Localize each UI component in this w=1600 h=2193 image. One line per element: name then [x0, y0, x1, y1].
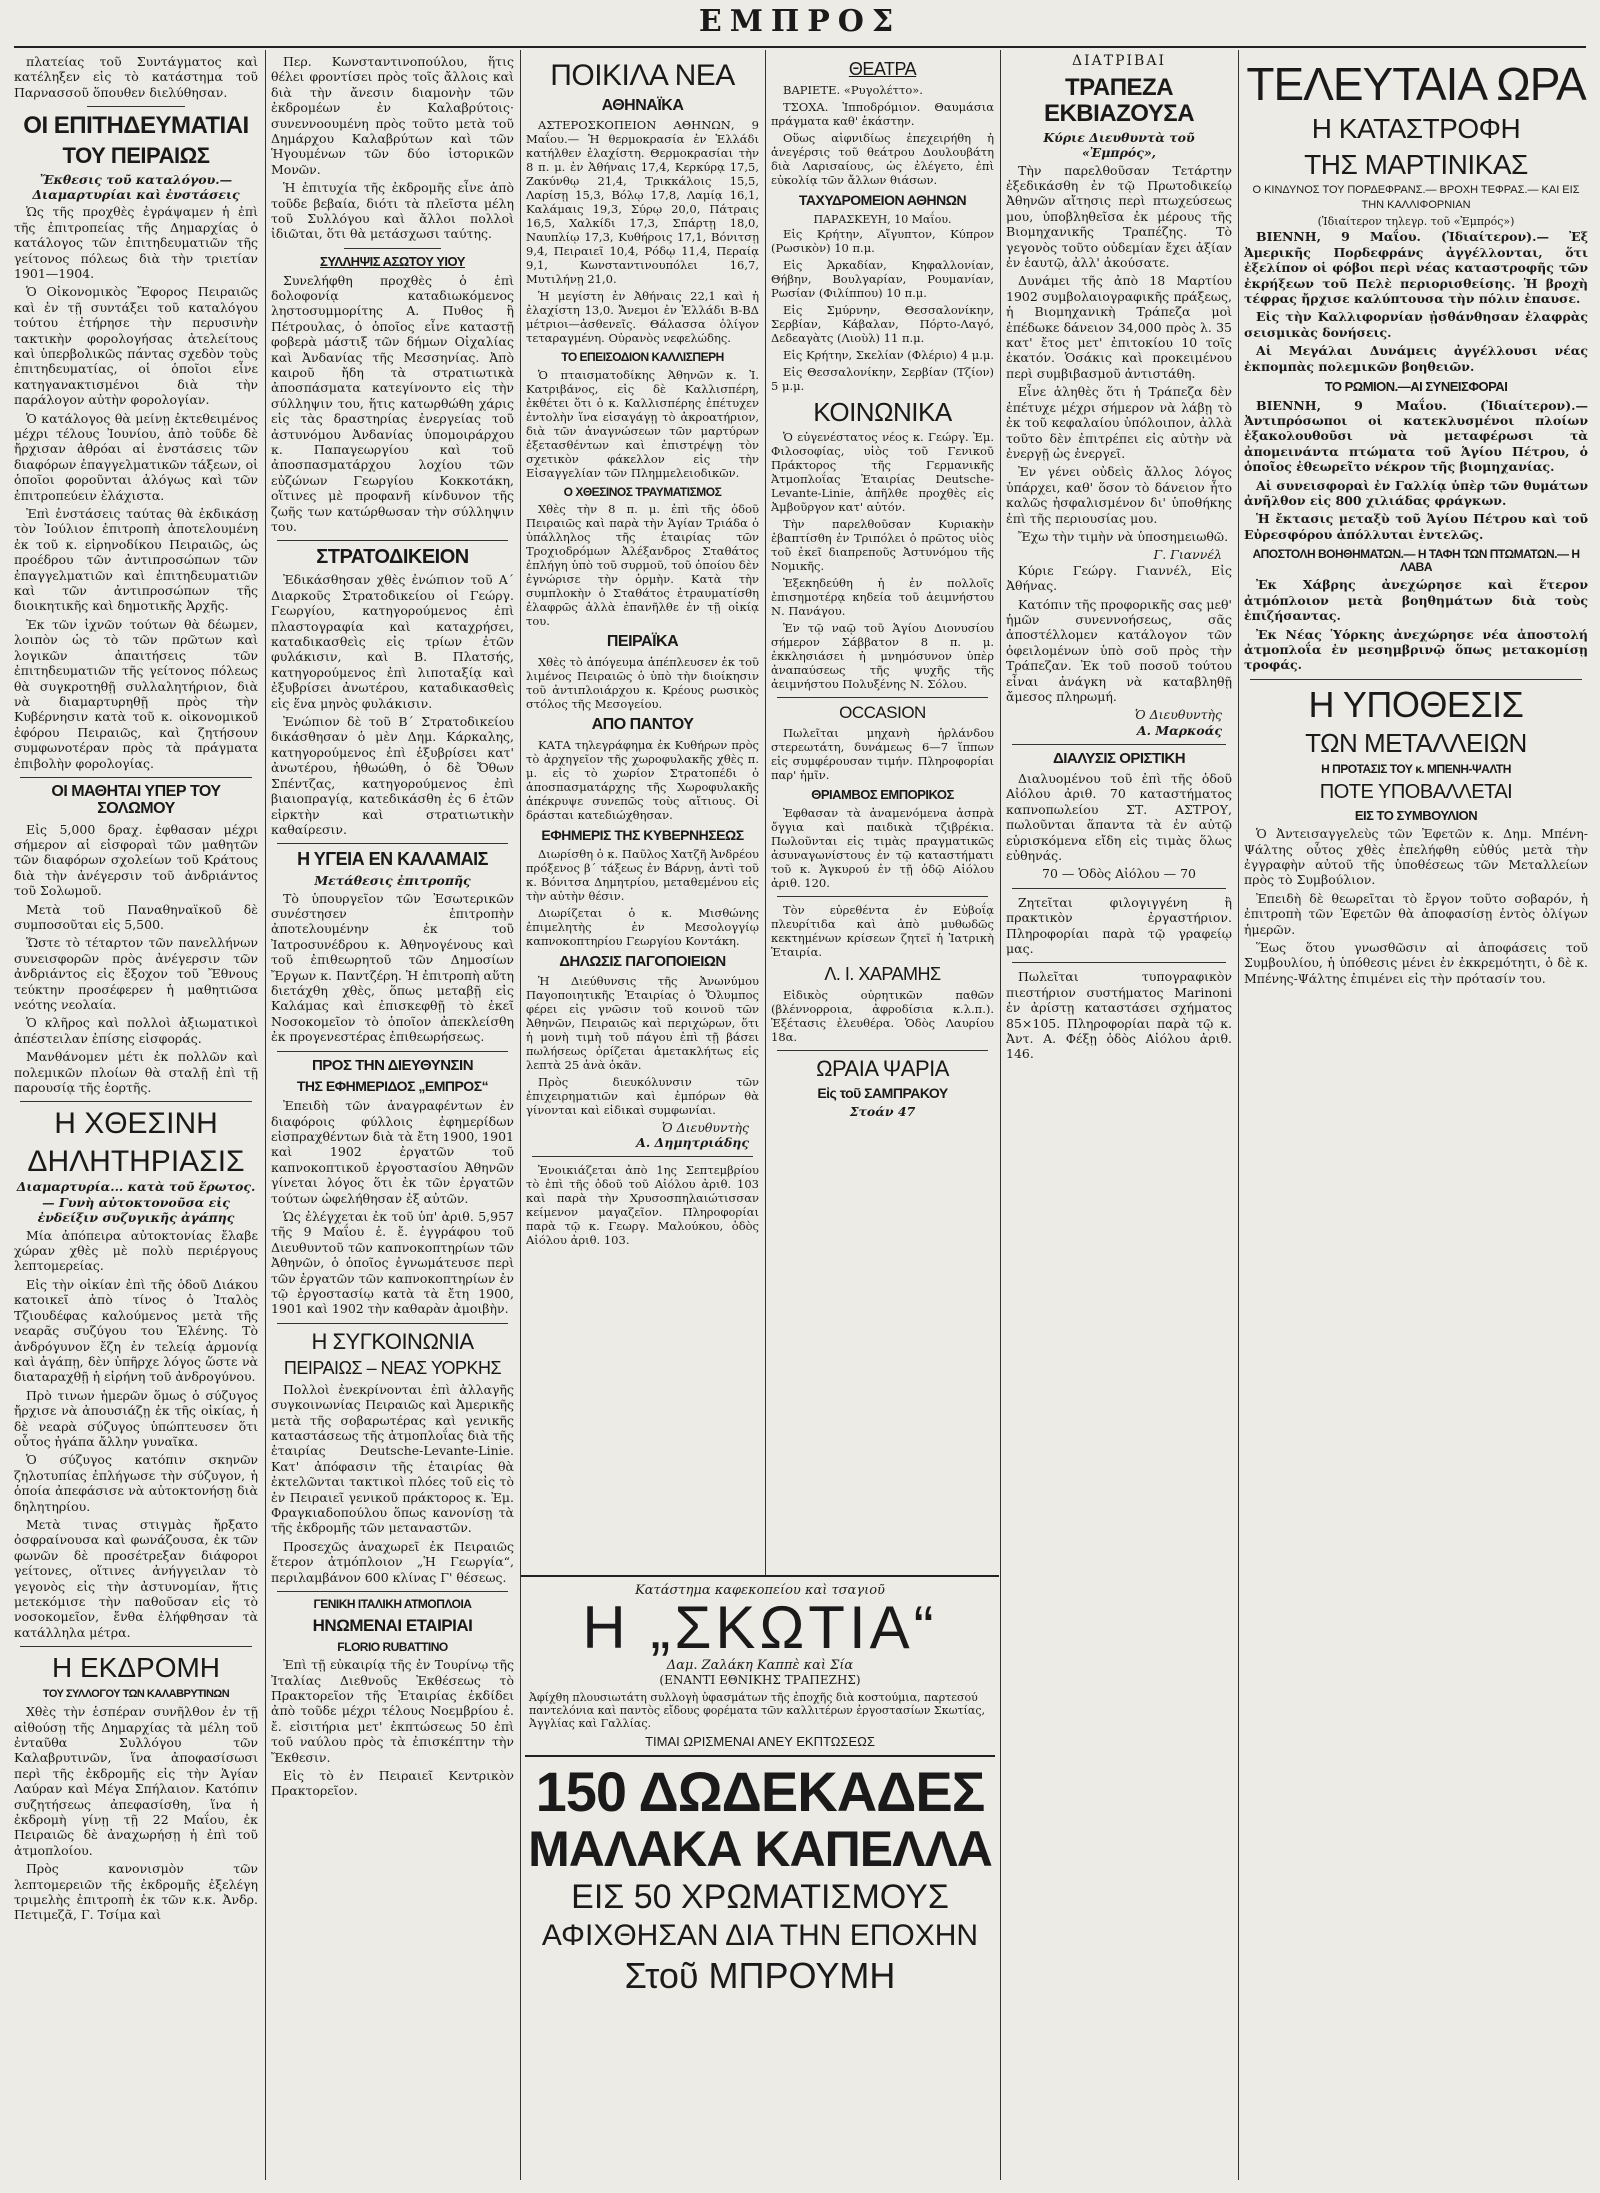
subheadline: Ἔκθεσις τοῦ καταλόγου.— Διαμαρτυρίαι καὶ ἐνστάσεις	[32, 171, 240, 202]
ad-title: Η „ΣΚΩΤΙΑ“	[582, 1594, 938, 1661]
article-text: Ἡ ἔκτασις μεταξὺ τοῦ Ἁγίου Πέτρου καὶ τοῦ Εὐρεσφόρου ἀπόλλυται ἐντελῶς.	[1244, 511, 1588, 542]
article-text: Ὁ εὐγενέστατος νέος κ. Γεώργ. Ἐμ. Φιλοσοφίας, υἱὸς τοῦ Γενικοῦ Πράκτορος τῆς Γερμανικῆς Ἀτμοπλοΐας Ἑταιρίας Deutsche-Levante-Linie, ἀπῆλθε προχθὲς εἰς Ἀμβοῦργον κατ' αὐτόν.	[771, 430, 994, 515]
article-text: Τὸν εὐρεθέντα ἐν Εὐβοΐᾳ πλευρίτιδα καὶ ἀπὸ μυθωδῶς κεκτημένων κρίσεων ζητεῖ ἡ Ἰατρικὴ Ἑταιρία.	[771, 902, 994, 959]
article-text: Πρὸς κανονισμὸν τῶν λεπτομερειῶν τῆς ἐκδρομῆς ἐξελέγη τριμελὴς ἐπιτροπὴ ἐκ τῶν κ.κ. Ἀνδρ. Πετιμεζᾶ, Γ. Τσίμα καὶ	[14, 1861, 258, 1923]
article-text: Εἰς Κρήτην, Σκελίαν (Φλέριο) 4 μ.μ.	[783, 347, 994, 362]
article-text: Ἐκ τῶν ἰχνῶν τούτων θὰ δέωμεν, λοιπὸν ὡς τὸ τῶν πρῶτων καὶ λογικῶν ἀπαιτήσεις τῶν ἐπιτηδευματιῶν τῆς γείτονος πόλεως θὰ συγκροτηθῇ συλλαλητήριον, διὰ νὰ διαμαρτυρηθῇ πρὸς τὴν Κυβέρνησιν κατὰ τοῦ κ. οἰκονομικοῦ ἐφόρου Πειραιῶς, καὶ ζητήσουν συμφωνοτέραν πρὸς τὰ πράγματα ἐπιβολὴν φορολογίας.	[14, 616, 258, 771]
article-text: Ὁ Οἰκονομικὸς Ἔφορος Πειραιῶς καὶ ἐν τῇ συντάξει τοῦ καταλόγου τούτου ἐτήρησε τὴν περυσινὴν τακτικὴν φορολογήσας ἀτελείτους καὶ ὑπερβολικῶς πάντας σχεδὸν τοὺς ἐπιτηδευματίας, οἱ ὁποῖοι εἶνε κατηγανακτισμένοι διὰ τὴν παράλογον αὐτὴν φορολογίαν.	[14, 284, 258, 408]
subheadline: ΕΙΣ ΤΟ ΣΥΜΒΟΥΛΙΟΝ	[1354, 807, 1478, 823]
article-text: Μετὰ τινας στιγμὰς ἤρξατο ὀσφραίνουσα καὶ φωνάζουσα, ἐκ τῶν φωνῶν δὲ προσέτρεξαν διάφοροι γείτονες, οἵτινες ἀνήγγειλαν τὸ γεγονὸς εἰς τὴν ἀστυνομίαν, ἥτις μετεκόμισε τὴν παθοῦσαν εἰς τὸ νοσοκομεῖον, ἔνθα ἐλήφθησαν τὰ κατάλληλα μέτρα.	[14, 1516, 258, 1640]
article-text: Δυνάμει τῆς ἀπὸ 18 Μαρτίου 1902 συμβολαιογραφικῆς πράξεως, ἡ Βιομηχανικὴ Τράπεζα μοὶ ἐπέδωκε δάνειον 34,000 πρὸς λ. 35 κατ' ἔτος μετ' ἐπιτοκίου 10 τοῖς ἑκατόν. Ὁσάκις καὶ προκειμένου περὶ συμβιβασμοῦ ἀντιστάθη.	[1006, 273, 1232, 381]
article-text: ΒΙΕΝΝΗ, 9 Μαΐου. (Ἰδιαίτερον).— Ἐξ Ἀμερικῆς Πορδεφράνς ἀγγέλλονται, ὅτι ἐξελίπον οἱ φόβοι περὶ νέας καταστροφῆς τῶν ἐκρήξεων τοῦ Πελὲ περιορισθείσης. Ἡ βροχὴ τέφρας ἤρχισε καλύπτουσα τὴν πόλιν ἐπαυσε.	[1244, 229, 1588, 306]
subheadline: ΤΟΥ ΣΥΛΛΟΓΟΥ ΤΩΝ ΚΑΛΑΒΡΥΤΙΝΩΝ	[42, 1687, 230, 1700]
ad-headline: ΑΦΙΧΘΗΣΑΝ ΔΙΑ ΤΗΝ ΕΠΟΧΗΝ	[541, 1918, 979, 1952]
headline: OCCASION	[839, 703, 926, 723]
divider	[1012, 744, 1226, 745]
headline: Η ΥΓΕΙΑ ΕΝ ΚΑΛΑΜΑΙΣ	[297, 849, 488, 870]
article-text: Ἐπὶ τῇ εὐκαιρίᾳ τῆς ἐν Τουρίνῳ τῆς Ἰταλίας Διεθνοῦς Ἐκθέσεως τὸ Πρακτορεῖον τῆς Ἑταιρίας ἐκδίδει ἀπὸ τοῦδε μέχρι τέλους Νοεμβρίου ἐ. ἔ. εἰσιτήρια μετ' ἐκπτώσεως 50 ἐπὶ τοῦ ναύλου πρὸς τὰ ἐπισκέπτην τὴν Ἔκθεσιν.	[271, 1657, 514, 1765]
article-text: ΑΣΤΕΡΟΣΚΟΠΕΙΟΝ ΑΘΗΝΩΝ, 9 Μαΐου.— Ἡ θερμοκρασία ἐν Ἑλλάδι κατήλθεν ἐλαχίστη. Θερμοκρασίαι τὴν 8 π. μ. ἐν Ἀθήναις 17,4, Κερκύρᾳ 17,5, Ζακύνθῳ 21,4, Τρικκάλοις 15,5, Λαρίσῃ 15,3, Βόλῳ 17,8, Λαμίᾳ 16,1, Καλάμαις 19,3, Σύρῳ 20,0, Πάτραις 16,5, Χαλκίδι 17,3, Σπάρτῃ 18,0, Ναυπλίῳ 17,3, Κυθήροις 17,1, Βόνιτσῃ 9,4, Πειραιεῖ 10,4, Ρόδῳ 11,4, Περαίᾳ 9,1, Κωνσταντινουπόλει 16,7, Μυτιλήνῃ 21,0.	[526, 118, 759, 287]
headline: ΘΕΑΤΡΑ	[848, 59, 917, 79]
article-text: Πωλεῖται μηχανὴ ἠρλάνδου στερεωτάτη, δυνάμεως 6—7 ἵππων εἰς συμφέρουσαν τιμήν. Πληροφορίαι παρ' ἡμῖν.	[771, 726, 994, 783]
divider	[277, 843, 508, 844]
subheadline: Ο ΚΙΝΔΥΝΟΣ ΤΟΥ ΠΟΡΔΕΦΡΑΝΣ.— ΒΡΟΧΗ ΤΕΦΡΑΣ.— ΚΑΙ ΕΙΣ ΤΗΝ ΚΑΛΛΙΦΟΡΝΙΑΝ	[1252, 184, 1580, 212]
article-text: Μετὰ τοῦ Παναθηναϊκοῦ δὲ συμποσοῦται εἰς 5,500.	[14, 901, 258, 932]
headline: ΑΘΗΝΑΪΚΑ	[601, 96, 684, 114]
article-text: Πρὸς διευκόλυνσιν τῶν ἐπιχειρηματιῶν καὶ ἐμπόρων θὰ γίνονται καὶ εἰδικαὶ συμφωνίαι.	[526, 1074, 759, 1117]
article-text: Εἰδικὸς οὐρητικῶν παθῶν (βλέννορροια, ἀφροδίσια κ.λ.π.). Ἐξέτασις ἐλευθέρα. Ὁδὸς Λαυρίου 18α.	[771, 987, 994, 1044]
article-text: Ἐκ Νέας Ὑόρκης ἀνεχώρησε νέα ἀποστολή ἀτμοπλοΐα ἐν μεσημβρινῷ ὅπως μετακομίσῃ τροφάς.	[1244, 626, 1588, 673]
headline: ΤΗΣ ΜΑΡΤΙΝΙΚΑΣ	[1304, 148, 1528, 180]
ad-text: ΤΙΜΑΙ ΩΡΙΣΜΕΝΑΙ ΑΝΕΥ ΕΚΠΤΩΣΕΩΣ	[645, 1734, 875, 1749]
article-text: Ἐνοικιάζεται ἀπὸ 1ης Σεπτεμβρίου τὸ ἐπὶ τῆς ὁδοῦ τοῦ Αἰόλου ἀριθ. 103 καὶ παρὰ τὴν Χρυσοσπηλαιώτισσαν κείμενον μαγαζεῖον. Πληροφορίαι παρὰ τῷ κ. Γεωργ. Μαλούκου, ὁδὸς Αἰόλου ἀριθ. 103.	[526, 1163, 759, 1248]
top-rule	[14, 46, 1586, 48]
headline: ΠΕΙΡΑΪΚΑ	[606, 633, 679, 651]
headline: ΤΩΝ ΜΕΤΑΛΛΕΙΩΝ	[1305, 727, 1527, 758]
headline: ΔΙΑΛΥΣΙΣ ΟΡΙΣΤΙΚΗ	[1052, 750, 1186, 768]
divider	[277, 1323, 508, 1324]
article-text: Ὁ σύζυγος κατόπιν σκηνῶν ζηλοτυπίας ἐπλήγωσε τὴν σύζυγον, ἡ ὁποία ἀπεφάσισε νὰ αὐτοκτονήσῃ διὰ δηλητηρίου.	[14, 1452, 258, 1514]
article-text: Πωλεῖται τυπογραφικὸν πιεστήριον συστήματος Marinoni ἐν ἀρίστῃ καταστάσει σχήματος 85×105. Πληροφορίαι παρὰ τῷ κ. Ἀντ. Α. Φέξῃ ὁδὸς Αἰόλου ἀριθ. 146.	[1006, 969, 1232, 1062]
article-text: πλατείας τοῦ Συντάγματος καὶ κατέληξεν εἰς τὸ κατάστημα τοῦ Παρνασσοῦ ὅπουθεν διελύθησαν.	[14, 54, 258, 100]
article-text: Ἔχω τὴν τιμὴν νὰ ὑποσημειωθῶ.	[1018, 528, 1229, 544]
divider	[87, 106, 185, 107]
article-text: Ἐπειδὴ δὲ θεωρεῖται τὸ ἔργον τοῦτο σοβαρόν, ἡ ἐπιτροπὴ τῶν Ἐφετῶν θὰ ἀποφασίσῃ ἐντὸς ὀλίγων ἡμερῶν.	[1244, 890, 1588, 937]
article-text: Εἰς Θεσσαλονίκην, Σερβίαν (Τζίον) 5 μ.μ.	[771, 364, 994, 393]
article-text: Χθὲς τὴν 8 π. μ. ἐπὶ τῆς ὁδοῦ Πειραιῶς καὶ παρὰ τὴν Ἁγίαν Τριάδα ὁ ὑπάλληλος τῆς ἑταιρίας τῶν Τροχιοδρόμων Ἀλέξανδρος Σταθάτος ἐπλήγη ὑπὸ τοῦ συρμοῦ, τοῦ ὁποίου δὲν ἐγνώρισε τὴν ὁρμὴν. Κατὰ τὴν συμπλοκὴν ὁ Σταθάτος ἐτραυματίσθη ἐλαφρῶς ἀλλὰ ἐπανῆλθε ἐν τῇ οἰκίᾳ του.	[526, 502, 759, 629]
article-text: Πρὸ τινων ἡμερῶν ὅμως ὁ σύζυγος ἤρχισε νὰ ἀπουσιάζῃ ἐκ τῆς οἰκίας, ἡ δὲ νεαρὰ σύζυγος ὑπώπτευσεν ὅτι οὗτος ἠγάπα ἄλλην γυναῖκα.	[14, 1387, 258, 1449]
article-text: Εἶνε ἀληθὲς ὅτι ἡ Τράπεζα δὲν ἐπέτυχε μέχρι σήμερον νὰ λάβῃ τὸ ἐκ τοῦ κεφαλαίου ὑπόλοιπον, ἀλλὰ τοῦτο δὲν ἐπιτρέπει εἰς αὐτὴν νὰ ἐνεργῇ ὡς ἐνεργεῖ.	[1006, 384, 1232, 461]
subheadline: Η ΠΡΟΤΑΣΙΣ ΤΟΥ κ. ΜΠΕΝΗ-ΨΑΛΤΗ	[1321, 761, 1511, 776]
ad-headline: Στοῦ ΜΠΡΟΥΜΗ	[624, 1954, 896, 1996]
headline: ΤΡΑΠΕΖΑ ΕΚΒΙΑΖΟΥΣΑ	[1043, 74, 1195, 127]
divider	[1012, 962, 1226, 963]
ad-text: (ΕΝΑΝΤΙ ΕΘΝΙΚΗΣ ΤΡΑΠΕΖΗΣ)	[659, 1673, 861, 1687]
article-text: Διωρίζεται ὁ κ. Μισθώνης ἐπιμελητὴς ἐν Μεσολογγίῳ καπνοκοπτηρίου Γεωργίου Κοντάκη.	[526, 905, 759, 948]
scotia-advertisement	[521, 1575, 999, 2187]
ad-text: Δαμ. Ζαλάκη Καππὲ καὶ Σία	[666, 1658, 854, 1673]
article-text: Πολλοὶ ἐνεκρίνονται ἐπὶ ἀλλαγῆς συγκοινωνίας Πειραιῶς καὶ Ἀμερικῆς μετὰ τῆς σοβαρωτέρας καὶ γενικῆς καταστάσεως τῆς ἀτμοπλοΐας διὰ τῆς ἑταιρίας Deutsche-Levante-Linie. Κατ' ἀπόφασιν τῆς ἑταιρίας θὰ ἐκτελῶνται τακτικοὶ πλόες τοῦ εἰς τὸ ἐν Πειραιεῖ γενικοῦ πράκτορος κ. Ἐμ. Φραγκιαδοπούλου ὅπως κανονίσῃ τὰ τῆς ἐκδρομῆς τῶν μεταναστῶν.	[271, 1381, 514, 1536]
article-text: Εἰς τὴν Καλλιφορνίαν ᾐσθάνθησαν ἐλαφρὰς σεισμικὰς δονήσεις.	[1244, 309, 1588, 340]
ad-headline: ΜΑΛΑΚΑ ΚΑΠΕΛΛΑ	[528, 1820, 992, 1877]
divider	[277, 1591, 508, 1592]
headline: ΠΕΙΡΑΙΩΣ – ΝΕΑΣ ΥΟΡΚΗΣ	[283, 1357, 502, 1378]
article-text: Ἐν γένει οὐδεὶς ἄλλος λόγος ὑπάρχει, καθ' ὅσον τὸ δάνειον ἦτο καλῶς ἠσφαλισμένον δι' ὑποθήκης ἐπὶ τῆς περιουσίας μου.	[1006, 464, 1232, 526]
headline: FLORIO RUBATTINO	[337, 1639, 448, 1654]
article-text: Ἐπειδὴ τῶν ἀναγραφέντων ἐν διαφόροις φύλλοις ἐφημερίδων εἰσπραχθέντων διὰ τὰ ἔτη 1900, 1901 καὶ 1902 ἐργατῶν τοῦ καπνοκοπτικοῦ ἐργοστασίου Ἀθηνῶν γίνεται λόγος ὅτι ἐκ τῶν ἐργατῶν τούτων ὠφελήθησαν ἐξ αὐτῶν.	[271, 1098, 514, 1206]
article-text: Ὁ κατάλογος θὰ μείνῃ ἐκτεθειμένος μέχρι τέλους Ἰουνίου, ἀπὸ τοῦδε δὲ ἤρχισαν ἀθρόαι αἱ ἐνστάσεις τῶν διαφόρων ἐπαγγελματικῶν τάξεων, οἱ ὁποῖοι φοροῦνται ἀλόγως καὶ τῶν ἐπιτροπεύειν ἐλάχιστα.	[14, 410, 258, 503]
article-text: Εἰς Ἀρκαδίαν, Κηφαλλονίαν, Θήβην, Βουλγαρίαν, Ρουμανίαν, Ρωσίαν (Φιλίππου) 10 π.μ.	[771, 257, 994, 300]
article-text: Τὴν παρελθοῦσαν Τετάρτην ἐξεδικάσθη ἐν τῷ Πρωτοδικείῳ Ἀθηνῶν αἴτησις περὶ πτωχεύσεως μου, ὑποβληθεῖσα ἐκ μέρους τῆς Βιομηχανικῆς Τραπέζης. Τὸ γεγονὸς τοῦτο οὐδεμίαν ἔχει ἀξίαν ἐν ἑαυτῷ, ἀλλ' ἀκούσατε.	[1006, 162, 1232, 271]
article-text: Εἰς Κρήτην, Αἴγυπτον, Κύπρον (Ρωσικὸν) 10 π.μ.	[771, 226, 994, 255]
dateline: (Ἰδιαίτερον τηλεγρ. τοῦ «Ἐμπρός»)	[1317, 214, 1515, 228]
headline: ΠΡΟΣ ΤΗΝ ΔΙΕΥΘΥΝΣΙΝ	[311, 1056, 474, 1074]
divider	[20, 1646, 252, 1647]
divider	[277, 1051, 508, 1052]
headline: ΔΗΛΗΤΗΡΙΑΣΙΣ	[27, 1144, 245, 1178]
headline: ΓΕΝΙΚΗ ΙΤΑΛΙΚΗ ΑΤΜΟΠΛΟΙΑ	[313, 1597, 472, 1612]
article-text: Ζητεῖται φιλογιγγένη ἢ πρακτικὸν ἐργαστήριον. Πληροφορίαι παρὰ τῷ γραφείῳ μας.	[1006, 894, 1232, 957]
signature: Γ. Γιαννέλ	[1153, 547, 1222, 563]
article-text: Ἡ Διεύθυνσις τῆς Ἀνωνύμου Παγοποιητικῆς Ἑταιρίας ὁ Ὄλυμπος φέρει εἰς γνῶσιν τοῦ κοινοῦ τῶν Ἀθηνῶν, Πειραιῶς καὶ περιχώρων, ὅτι ἡ μονὴ τιμὴ τοῦ πάγου ἐπὶ τῇ βάσει πωλήσεως ὁρίζεται ἀμετακλήτως εἰς λεπτὰ 25 ἀνὰ ὀκᾶν.	[526, 973, 759, 1072]
subheadline: Κύριε Διευθυντὰ τοῦ «Ἐμπρός»,	[1043, 129, 1195, 161]
divider	[20, 1101, 252, 1102]
headline: ΤΟ ΕΠΕΙΣΟΔΙΟΝ ΚΑΛΛΙΣΠΕΡΗ	[561, 350, 724, 365]
article-text: Ἐνώπιον δὲ τοῦ Β΄ Στρατοδικείου δικάσθησαν ὁ μὲν Δημ. Κάρκαλης, κατηγορούμενος ἐπὶ ἐξυβρίσει κατ' ἀνωτέρου, ἠθωώθη, ὁ δὲ Ὄθων Σπέντζας, κατηγορούμενος ἐπὶ βιαιοπραγίᾳ, κατεδικάσθη ἐς 6 ἐτῶν εἰρκτὴν καὶ στρατιωτικὴν καθαίρεσιν.	[271, 714, 514, 837]
headline: ΣΥΛΛΗΨΙΣ ΑΣΩΤΟΥ ΥΙΟΥ	[320, 253, 465, 269]
headline: Η ΧΘΕΣΙΝΗ	[54, 1107, 218, 1141]
column-rule	[1238, 50, 1239, 2180]
article-text: Εἰς 5,000 δραχ. ἐφθασαν μέχρι σήμερον αἱ εἰσφοραὶ τῶν μαθητῶν τῶν διαφόρων σχολείων τοῦ Κράτους διὰ τὴν ἀνέγερσιν τοῦ ἀνδριάντος τοῦ Σολωμοῦ.	[14, 821, 258, 899]
column-4	[771, 54, 994, 1373]
article-text: Ὡς τῆς προχθὲς ἐγράψαμεν ἡ ἐπὶ τῆς ἐπιτροπείας τῆς Δημαρχίας ὁ κατάλογος τῶν ἐπιτηδευματιῶν τῆς γείτονος πόλεως διὰ τὴν τριετίαν 1901—1904.	[14, 204, 258, 281]
ad-headline: 150 ΔΩΔΕΚΑΔΕΣ	[535, 1760, 985, 1823]
headline: Λ. Ι. ΧΑΡΑΜΗΣ	[824, 963, 941, 984]
column-6	[1244, 54, 1588, 2193]
article-text: Χθὲς τὴν ἑσπέραν συνῆλθον ἐν τῇ αἰθούσῃ τῆς Δημαρχίας τὰ μέλη τοῦ ἐνταῦθα Συλλόγου τῶν Καλαβρυτινῶν, ἵνα ἀποφασίσωσι περὶ τῆς ἐκδρομῆς εἰς τὴν Ἁγίαν Λαύραν καὶ Μέγα Σπήλαιον. Κατόπιν συζητήσεως ἀπεφασίσθη, ἵνα ἡ ἐκδρομὴ γίνῃ τῇ 22 Μαΐου, ἐκ Πειραιῶς δὲ ἀναχωρήσῃ ἡ ἐπὶ τοῦ ἀτμοπλοίου.	[14, 1704, 258, 1858]
article-text: Περ. Κωνσταντινοπούλου, ἥτις θέλει φροντίσει πρὸς τοῖς ἄλλοις καὶ διὰ τὴν ἄνεσιν διαμονὴν τῶν ἐκδρομέων ἐν Καλαβρύτοις· συνεννοουμένη πρὸς τοῦτο μετὰ τοῦ Δημάρχου Καλαβρύτων καὶ τῶν Ἡγουμένων τῶν δύο ἱστορικῶν Μονῶν.	[271, 54, 514, 177]
ad-headline: ΕΙΣ 50 ΧΡΩΜΑΤΙΣΜΟΥΣ	[571, 1877, 949, 1916]
signature: Ὁ Διευθυντὴς	[661, 1119, 749, 1135]
column-3	[526, 54, 759, 1573]
signature: Α. Δημητριάδης	[636, 1134, 749, 1150]
article-text: Μία ἀπόπειρα αὐτοκτονίας ἔλαβε χώραν χθὲς μὲ πολὺ περιέργους λεπτομερείας.	[14, 1227, 258, 1274]
article-text: Συνελήφθη προχθὲς ὁ ἐπὶ δολοφονίᾳ καταδιωκόμενος ληστοσυμμορίτης Α. Πυθος ἢ Πέτρουλας, ὁ ὁποῖος εἶνε καταστῇ φοβερὰ μάστιξ τῶν δήμων Οἰχαλίας καὶ Ἀνδανίας τῆς Μεσσηνίας. Ἀπὸ καιροῦ ἤδη τὰ στρατιωτικὰ ἀποσπάσματα κατεγίνοντο εἰς τὴν σύλληψιν του, ἥτις κατωρθώθη χάρις εἰς τὰς δραστηρίας ἐνεργείας τοῦ ἀστυνόμου Ἀνδανίας ὑπομοιράρχου κ. Παπαγεωργίου καὶ τοῦ ἀποσπασματάρχου λοχίου τῶν εὐζώνων Γεωργίου Κοκκοτάκη, οἵτινες μὲ προφανῆ κίνδυνον τῆς ζωῆς των κατώρθωσαν τὴν σύλληψιν του.	[271, 272, 514, 535]
article-text: Ἐφθασαν τὰ ἀναμενόμενα ἀσπρὰ ὄγγια καὶ παιδικὰ τζιβρέκια. Πωλοῦνται εἰς τιμὰς πραγματικῶς ἀσυναγωνίστους ἐν τῷ καταστήματι τοῦ κ. Ἀγκυρού ἐν τῇ ὁδῷ Αἰόλου ἀριθ. 120.	[771, 805, 994, 890]
article-text: 70 — Ὁδὸς Αἰόλου — 70	[1042, 866, 1196, 882]
headline: ΤΑΧΥΔΡΟΜΕΙΟΝ ΑΘΗΝΩΝ	[798, 191, 967, 208]
headline: ΟΙ ΜΑΘΗΤΑΙ ΥΠΕΡ ΤΟΥ ΣΟΛΩΜΟΥ	[51, 782, 221, 817]
divider	[777, 896, 988, 897]
article-text: Ἐκ Χάβρης ἀνεχώρησε καὶ ἕτερον ἀτμόπλοιον μετὰ βοηθημάτων διὰ τοὺς ἐπιζήσαντας.	[1244, 577, 1588, 624]
column-1	[14, 54, 258, 2193]
divider	[344, 248, 441, 249]
divider	[20, 777, 252, 778]
article-text: Τὴν παρελθοῦσαν Κυριακὴν ἐβαπτίσθη ἐν Τριπόλει ὁ πρῶτος υἱὸς τοῦ ἐκεῖ διαπρεποῦς Ἀστυνόμου τῆς Νομικῆς.	[771, 517, 994, 574]
article-text: Ὁ πταισματοδίκης Ἀθηνῶν κ. Ἰ. Κατριβάνος, εἰς δὲ Καλλισπέρη, ἐκθέτει ὅτι ὁ κ. Καλλισπέρης ἐπέτυχεν ἐντολὴν ἵνα εἰσαγάγῃ τὸ ἀκροατήριον, διὰ τῶν ἀναγνώσεων τῶν μαρτύρων ἐξετασθέντων καὶ ἐπιστρέψῃ τὸν σχετικὸν φάκελλον εἰς τὴν Εἰσαγγελίαν τῶν Πλημμελειοδικῶν.	[526, 367, 759, 480]
headline: ΑΠΟ ΠΑΝΤΟΥ	[591, 716, 694, 734]
ad-text: Ἀφίχθη πλουσιωτάτη συλλογὴ ὑφασμάτων τῆς ἐποχῆς διὰ κοστούμια, παρτεσού παντελόνια καὶ παντὸς εἴδους φορέματα τῶν καλλιτέρων ἐργοστασίων Σκωτίας, Ἀγγλίας καὶ Γαλλίας.	[529, 1691, 986, 1730]
article-text: Διωρίσθη ὁ κ. Παῦλος Χατζῆ Ἀνδρέου πρόξενος β΄ τάξεως ἐν Βάρνῃ, ἀντὶ τοῦ κ. Βόνιτσα Δημητρίου, μεταθεμένου εἰς τὴν αὐτὴν θέσιν.	[526, 846, 759, 903]
article-text: Οὕως αἰφνιδίως ἐπεχειρήθη ἡ ἀνεγέρσις τοῦ θεάτρου Δουλουβάτη διὰ Λαρισαίους, ὡς ἐλέγετο, ἐπὶ εὐκολίᾳ τῶν ἄλλων θιάσων.	[771, 130, 994, 187]
article-text: Κατόπιν τῆς προφορικῆς σας μεθ' ἡμῶν συνεννοήσεως, σᾶς ἀποστέλλομεν κατάλογον τῶν ὀφειλομένων ὑπὸ σοῦ πρὸς τὴν Τράπεζαν. Ἐκ τοῦ ποσοῦ τούτου εἶναι ἀνάγκη νὰ καταβληθῇ ἄμεσος πληρωμή.	[1006, 596, 1232, 704]
article-text: Ὁ Ἀντεισαγγελεὺς τῶν Ἐφετῶν κ. Δημ. Μπένη-Ψάλτης οὗτος χθὲς ἐπελήφθη εὐθύς μετὰ τὴν ἐγγραφὴν αὐτοῦ τῆς ὑποθέσεως τῶν Μεταλλείων πρὸς τὸ Συμβούλιον.	[1244, 826, 1588, 888]
article-text: Ἡ μεγίστη ἐν Ἀθήναις 22,1 καὶ ἡ ἐλαχίστη 13,0. Ἄνεμοι ἐν Ἑλλάδι Β-ΒΔ μέτριοι—ἀσθενεῖς. Θάλασσα ὀλίγον τεταραγμένη. Οὐρανὸς νεφελώδης.	[526, 289, 759, 346]
article-text: Ὡς ἐλέγχεται ἐκ τοῦ ὑπ' ἀριθ. 5,957 τῆς 9 Μαΐου ἐ. ἔ. ἐγγράφου τοῦ Διευθυντοῦ τῶν καπνοκοπτηρίων τῶν Ἀθηνῶν, ὁ ὁποῖος ἐγνωμάτευσε περὶ τῶν ἐργατῶν τῶν καπνοκοπτηρίων ἐν τῷ ἐργοστασίῳ κατὰ τὰ ἔτη 1900, 1901 καὶ 1902 τὴν καθαρὰν ἀμοιβὴν.	[271, 1208, 514, 1317]
article-text: ΤΣΟΧΑ. Ἱπποδρόμιον. Θαυμάσια πράγματα καθ' ἑκάστην.	[771, 99, 994, 128]
divider	[777, 1050, 988, 1051]
headline: ΤΟΥ ΠΕΙΡΑΙΩΣ	[62, 143, 210, 169]
masthead: ΕΜΠΡΟΣ	[698, 4, 902, 39]
article-text: Μανθάνομεν μέτι ἐκ πολλῶν καὶ πολεμικῶν πλοίων θὰ σταλῇ ἐπὶ τῇ παρουσίᾳ τῆς ἑορτῆς.	[14, 1049, 258, 1096]
article-text: Αἱ Μεγάλαι Δυνάμεις ἀγγέλλουσι νέας ἐκπομπὰς πολεμικῶν βοηθειῶν.	[1244, 343, 1588, 374]
headline: ΣΤΡΑΤΟΔΙΚΕΙΟΝ	[316, 546, 469, 569]
headline: ΟΙ ΕΠΙΤΗΔΕΥΜΑΤΙΑΙ	[23, 112, 249, 140]
article-text: Ἐν τῷ ναῷ τοῦ Ἁγίου Διονυσίου σήμερον Σάββατον 8 π. μ. ἐκκλησιάσει ἡ μνημόσυνον ὑπὲρ ἀναπαύσεως τῆς ψυχῆς τῆς ἀειμνήστου Πολυξένης Ν. Σόλου.	[771, 621, 994, 692]
article-text: Ἕως ὅτου γνωσθῶσιν αἱ ἀποφάσεις τοῦ Συμβουλίου, ἡ ὑπόθεσις μένει ἐν ἐκκρεμότητι, ὁ δὲ κ. Μπένης-Ψάλτης ἐπιμένει εἰς τὴν πρότασίν του.	[1244, 940, 1588, 986]
column-rule	[265, 50, 266, 2180]
section-label: ΔΙΑΤΡΙΒΑΙ	[1072, 54, 1166, 69]
column-rule	[1000, 50, 1001, 2180]
column-5	[1006, 54, 1232, 2193]
divider	[277, 540, 508, 541]
article-text: Εἰς τὸ ἐν Πειραιεῖ Κεντρικὸν Πρακτορεῖον.	[271, 1767, 514, 1799]
headline: ΕΦΗΜΕΡΙΣ ΤΗΣ ΚΥΒΕΡΝΗΣΕΩΣ	[541, 827, 744, 844]
headline: ΠΟΙΚΙΛΑ ΝΕΑ	[550, 59, 735, 92]
headline: ΗΝΩΜΕΝΑΙ ΕΤΑΙΡΙΑΙ	[312, 1615, 473, 1635]
subheadline: Μετάθεσις ἐπιτροπῆς	[314, 873, 471, 889]
headline: Η ΚΑΤΑΣΤΡΟΦΗ	[1311, 113, 1521, 145]
article-text: ΒΙΕΝΝΗ, 9 Μαΐου. (Ἰδιαίτερον).— Ἀντιπρόσωποι οἱ κατεκλυσμένοι πλοίων ἐξακολουθοῦσι νὰ μεταφέρωσι τὰ ἀπομεινάντα πτώματα τοῦ Ἁγίου Πέτρου, ὁ ὁποῖος ἐθεωρεῖτο νέκρον τῆς βιομηχανίας.	[1244, 397, 1588, 475]
subheadline: Διαμαρτυρία... κατὰ τοῦ ἔρωτος.— Γυνὴ αὐτοκτονοῦσα εἰς ἐνδείξιν συζυγικῆς ἀγάπης	[16, 1179, 256, 1226]
divider	[1012, 888, 1226, 889]
signature: Α. Μαρκοάς	[1136, 722, 1222, 738]
article-text: Εἰς Σμύρνην, Θεσσαλονίκην, Σερβίαν, Κάβαλαν, Πόρτο-Λαγό, Δεδεαγὰτς (Λιοὺλ) 11 π.μ.	[771, 302, 994, 345]
headline: ΠΟΤΕ ΥΠΟΒΑΛΛΕΤΑΙ	[1319, 780, 1513, 803]
headline: ΤΕΛΕΥΤΑΙΑ ΩΡΑ	[1246, 58, 1586, 110]
article-text: Αἱ συνεισφοραὶ ἐν Γαλλίᾳ ὑπὲρ τῶν θυμάτων ἀνῆλθον εἰς 800 χιλιάδας φράγκων.	[1244, 477, 1588, 509]
article-text: Εἰς τὴν οἰκίαν ἐπὶ τῆς ὁδοῦ Διάκου κατοικεῖ ἀπὸ τίνος ὁ Ἰταλὸς Τζιουδέφας καλούμενος μετὰ τῆς νεαρᾶς συζύγου του Ἑλένης. Τὸ ἀνδρόγυνον ἔζη ἐν τελείᾳ ἁρμονίᾳ καὶ ἀγάπῃ, δὲν ὑπῆρχε λόγος ὥστε νὰ διαταραχθῇ ἡ εἰρήνη τοῦ ἀνδρογύνου.	[14, 1276, 258, 1385]
article-text: Προσεχῶς ἀναχωρεῖ ἐκ Πειραιῶς ἕτερον ἀτμόπλοιον „Ἡ Γεωργία“, περιλαμβάνον 600 κλίνας Γ' θέσεως.	[271, 1538, 514, 1585]
article-text: Κύριε Γεώργ. Γιαννέλ, Εἰς Ἀθήνας.	[1006, 562, 1232, 594]
article-text: Ἐξεκηδεύθη ἡ ἐν πολλοῖς ἐπισημοτέρᾳ κηδεία τοῦ ἀειμνήστου Ν. Πανάγου.	[771, 576, 994, 619]
article-text: Διαλυομένου τοῦ ἐπὶ τῆς ὁδοῦ Αἰόλου ἀριθ. 70 καταστήματος καπνοπωλείου ΣΤ. ΑΣΤΡΟΥ, πωλοῦνται ἅπαντα τὰ ἐν αὐτῷ εὑρισκόμενα εἴδη εἰς τιμὰς ὅλως εὐθηνάς.	[1006, 770, 1232, 863]
article-text: Χθὲς τὸ ἀπόγευμα ἀπέπλευσεν ἐκ τοῦ λιμένος Πειραιῶς ὁ ὑπὸ τὴν διοίκησιν τοῦ ἀντιπλοιάρχου κ. Κρέους ρωσικὸς στόλος τῆς Μεσογείου.	[526, 655, 759, 712]
headline: Η ΣΥΓΚΟΙΝΩΝΙΑ	[311, 1328, 474, 1354]
ad-text: Στοάν 47	[849, 1104, 916, 1120]
ad-text: Εἰς τοῦ ΣΑΜΠΡΑΚΟΥ	[817, 1084, 948, 1101]
article-text: Ὁ κλῆρος καὶ πολλοὶ ἀξιωματικοὶ ἀπέστειλαν ἐπίσης εἰσφοράς.	[14, 1015, 258, 1046]
column-2	[271, 54, 514, 2193]
article-text: Ἐδικάσθησαν χθὲς ἐνώπιον τοῦ Α΄ Διαρκοῦς Στρατοδικείου οἱ Γεώργ. Γεωργίου, κατηγορούμενος ἐπὶ πλαστογραφία καὶ καταχρήσει, καταδικασθεὶς εἰς τρίων ἐτῶν φυλάκισιν, καὶ Β. Πλατσής, κατηγορούμενος ἐπὶ λιποταξίᾳ καὶ ἐξυβρίσει ἀνωτέρου, καταδικασθεὶς εἰς ἕνα μηνὸς φυλάκισιν.	[271, 572, 514, 711]
divider	[532, 1156, 753, 1157]
headline: Η ΥΠΟΘΕΣΙΣ	[1308, 683, 1524, 725]
article-text: Ἡ ἐπιτυχία τῆς ἐκδρομῆς εἶνε ἀπὸ τοῦδε βεβαία, διότι τὰ πλεῖστα μέλη τοῦ Συλλόγου καὶ ἄλλοι πολλοὶ ἰδιῶται, ὅτι θὰ μετάσχωσι ταύτης.	[271, 180, 514, 242]
headline: ΚΟΙΝΩΝΙΚΑ	[813, 396, 952, 427]
headline: ΤΟ ΡΩΜΙΟΝ.—ΑΙ ΣΥΝΕΙΣΦΟΡΑΙ	[1324, 378, 1508, 394]
headline: Η ΕΚΔΡΟΜΗ	[51, 1652, 221, 1684]
headline: ΑΠΟΣΤΟΛΗ ΒΟΗΘΗΜΑΤΩΝ.— Η ΤΑΦΗ ΤΩΝ ΠΤΩΜΑΤΩΝ.— Η ΛΑΒΑ	[1252, 547, 1580, 574]
article-text: ΒΑΡΙΕΤΕ. «Ρυγολέττο».	[783, 82, 923, 97]
signature: Ὁ Διευθυντὴς	[1134, 707, 1222, 723]
headline: Ο ΧΘΕΣΙΝΟΣ ΤΡΑΥΜΑΤΙΣΜΟΣ	[563, 484, 722, 499]
headline: ΘΡΙΑΜΒΟΣ ΕΜΠΟΡΙΚΟΣ	[811, 787, 954, 803]
headline: ΔΗΛΩΣΙΣ ΠΑΓΟΠΟΙΕΙΩΝ	[559, 952, 726, 970]
article-text: Τὸ ὑπουργεῖον τῶν Ἐσωτερικῶν συνέστησεν ἐπιτροπὴν ἀποτελουμένην ἐκ τοῦ Ἰατροσυνέδρου κ. Ἀθηνογένους καὶ τοῦ ἐπιθεωρητοῦ τῶν Δημοσίων Ἔργων κ. Παντζέρη. Ἡ ἐπιτροπὴ αὕτη διετάχθη χθὲς, ὅπως μεταβῇ εἰς Καλάμας καὶ ἐπισκεφθῇ τὸ ἐκεῖ Νοσοκομεῖον τὸ ὁποῖον ἀπεκλείσθη ἐκ προγενεστέρας ἐπιθεωρήσεως.	[271, 890, 514, 1045]
article-text: ΚΑΤΑ τηλεγράφημα ἐκ Κυθήρων πρὸς τὸ ἀρχηγεῖον τῆς χωροφυλακῆς χθὲς π. μ. εἰς τὸ χωρίον Στρατοπέδι ὁ ἀποσπασματάρχης τῆς Χωροφυλακῆς ἀπέκρυψε συνεπῶς τοὺς αἴτιους. Οἱ δράσται κατεδιώχθησαν.	[526, 738, 759, 823]
divider	[777, 697, 988, 698]
headline: ΤΗΣ ΕΦΗΜΕΡΙΔΟΣ „ΕΜΠΡΟΣ“	[296, 1078, 489, 1095]
divider	[1250, 679, 1582, 680]
subheadline: ΠΑΡΑΣΚΕΥΗ, 10 Μαΐου.	[813, 212, 952, 226]
ad-headline: ΩΡΑΙΑ ΨΑΡΙΑ	[816, 1055, 949, 1081]
article-text: Ἐπὶ ἐνστάσεις ταύτας θὰ ἐκδικάσῃ τὸν Ἰούλιον ἐπιτροπὴ ἀποτελουμένη ἐκ τοῦ κ. εἰρηνοδίκου Πειραιῶς, ὡς προέδρου τῶν ἀντιπροσώπων τῶν ἐπαγγελματιῶν καὶ ἐπιτηδευματιῶν καὶ τῶν ἀντιπροσώπων τῆς διοικητικῆς καὶ δημοτικῆς Ἀρχῆς.	[14, 506, 258, 614]
article-text: Ὥστε τὸ τέταρτον τῶν πανελλήνων συνεισφορῶν πρὸς ἀνέγερσιν τῶν ἀνδριάντος εἰς ἔξοχον τοῦ Ἔθνους τεύκτην προσέφερεν ἡ μαθητιῶσα νεότης νεολαία.	[14, 935, 258, 1012]
ad-text: Κατάστημα καφεκοπείου καὶ τσαγιοῦ	[635, 1583, 885, 1598]
